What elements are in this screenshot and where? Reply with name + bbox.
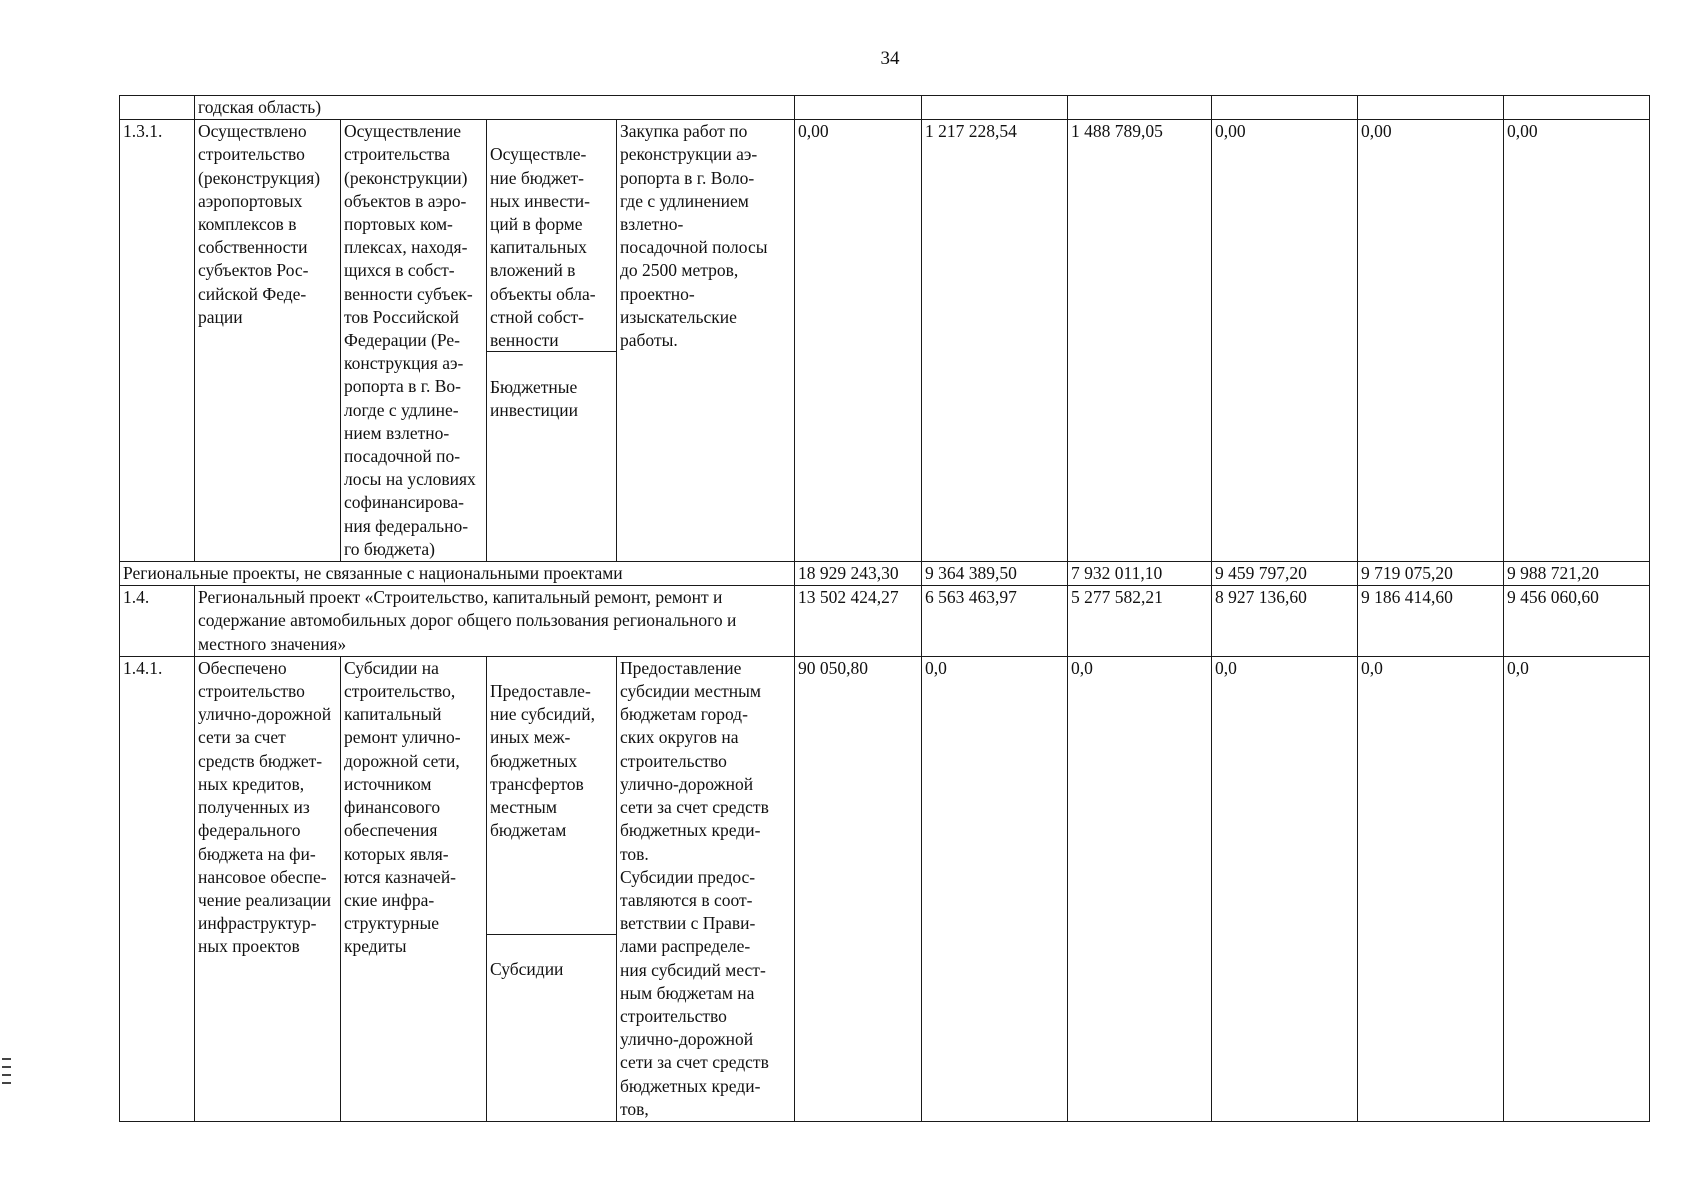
cell-name: годская область) — [195, 96, 795, 120]
cell-section-label: Региональные проекты, не связанные с национальными проектами — [120, 562, 795, 586]
cell-value: 13 502 424,27 — [795, 586, 922, 657]
table-row — [120, 562, 1650, 586]
cell-value: 9 186 414,60 — [1358, 586, 1504, 657]
cell-value: 8 927 136,60 — [1212, 586, 1358, 657]
cell-num — [120, 96, 195, 120]
cell-value: 9 459 797,20 — [1212, 562, 1358, 586]
cell-form-bottom: Бюджетные инвестиции — [490, 376, 578, 420]
cell-event: Осуществление строительства (реконструкции) объектов в аэро- портовых ком- плексах, находя- щихся в собст- венности субъек- тов Российской Федерации (Ре- конструкция аэ- ропорта в г. Во- логде с удлине- нием взлетно- посадочной по- лосы на условиях софинансирова- ния федерально- го бюджета) — [341, 120, 487, 562]
cell-value: 9 456 060,60 — [1504, 586, 1650, 657]
cell-description: Закупка работ по реконструкции аэ- ропорта в г. Воло- где с удлинением взлетно- посадочной полосы до 2500 метров, проектно- изыскательские работы. — [617, 120, 795, 562]
cell-value: 0,00 — [1358, 120, 1504, 562]
table-row — [120, 656, 1650, 1121]
cell-form — [487, 656, 617, 1121]
cell-event: Субсидии на строительство, капитальный ремонт улично- дорожной сети, источником финансового обеспечения которых явля- ются казначей- ские инфра- структурные кредиты — [341, 656, 487, 1121]
cell-value: 5 277 582,21 — [1068, 586, 1212, 657]
cell-name: Региональный проект «Строительство, капитальный ремонт, ремонт и содержание автомобильных дорог общего пользования регионального и местного значения» — [195, 586, 795, 657]
cell-value: 0,0 — [1068, 656, 1212, 1121]
cell-num: 1.3.1. — [120, 120, 195, 562]
cell-value: 0,0 — [922, 656, 1068, 1121]
cell-value: 1 217 228,54 — [922, 120, 1068, 562]
cell-value — [1068, 96, 1212, 120]
cell-value — [922, 96, 1068, 120]
cell-value — [1504, 96, 1650, 120]
cell-value: 0,0 — [1212, 656, 1358, 1121]
cell-value — [1358, 96, 1504, 120]
cell-value — [795, 96, 922, 120]
cell-form-bottom: Субсидии — [490, 959, 564, 980]
cell-value: 0,00 — [1504, 120, 1650, 562]
cell-value: 0,0 — [1504, 656, 1650, 1121]
cell-value: 6 563 463,97 — [922, 586, 1068, 657]
cell-result: Осуществлено строительство (реконструкция) аэропортовых комплексов в собственности субъектов Рос- сийской Феде- рации — [195, 120, 341, 562]
budget-table — [119, 95, 1650, 1122]
cell-value: 9 988 721,20 — [1504, 562, 1650, 586]
page-number: 34 — [880, 48, 900, 69]
cell-value: 0,00 — [1212, 120, 1358, 562]
cell-value: 9 719 075,20 — [1358, 562, 1504, 586]
cell-num: 1.4.1. — [120, 656, 195, 1121]
cell-result: Обеспечено строительство улично-дорожной сети за счет средств бюджет- ных кредитов, полученных из федерального бюджета на фи- нансовое обеспе- чение реализации инфраструктур- ных проектов — [195, 656, 341, 1121]
cell-value: 9 364 389,50 — [922, 562, 1068, 586]
cell-value: 7 932 011,10 — [1068, 562, 1212, 586]
cell-form-top: Осуществле- ние бюджет- ных инвести- ций в форме капитальных вложений в объекты обла- стной собст- венности — [487, 143, 616, 352]
scan-artifact — [2, 1058, 12, 1094]
table-row — [120, 586, 1650, 657]
cell-description: Предоставление субсидии местным бюджетам город- ских округов на строительство улично-дорожной сети за счет средств бюджетных креди- тов. Субсидии предос- тавляются в соот- ветствии с Прави- лами распределе- ния субсидий мест- ным бюджетам на строительство улично-дорожной сети за счет средств бюджетных креди- тов, — [617, 656, 795, 1121]
cell-value: 1 488 789,05 — [1068, 120, 1212, 562]
cell-value: 0,0 — [1358, 656, 1504, 1121]
cell-num: 1.4. — [120, 586, 195, 657]
table-row — [120, 120, 1650, 562]
cell-form — [487, 120, 617, 562]
cell-value: 18 929 243,30 — [795, 562, 922, 586]
cell-form-top: Предоставле- ние субсидий, иных меж- бюджетных трансфертов местным бюджетам — [487, 680, 616, 935]
cell-value: 90 050,80 — [795, 656, 922, 1121]
cell-value: 0,00 — [795, 120, 922, 562]
cell-value — [1212, 96, 1358, 120]
table-row — [120, 96, 1650, 120]
